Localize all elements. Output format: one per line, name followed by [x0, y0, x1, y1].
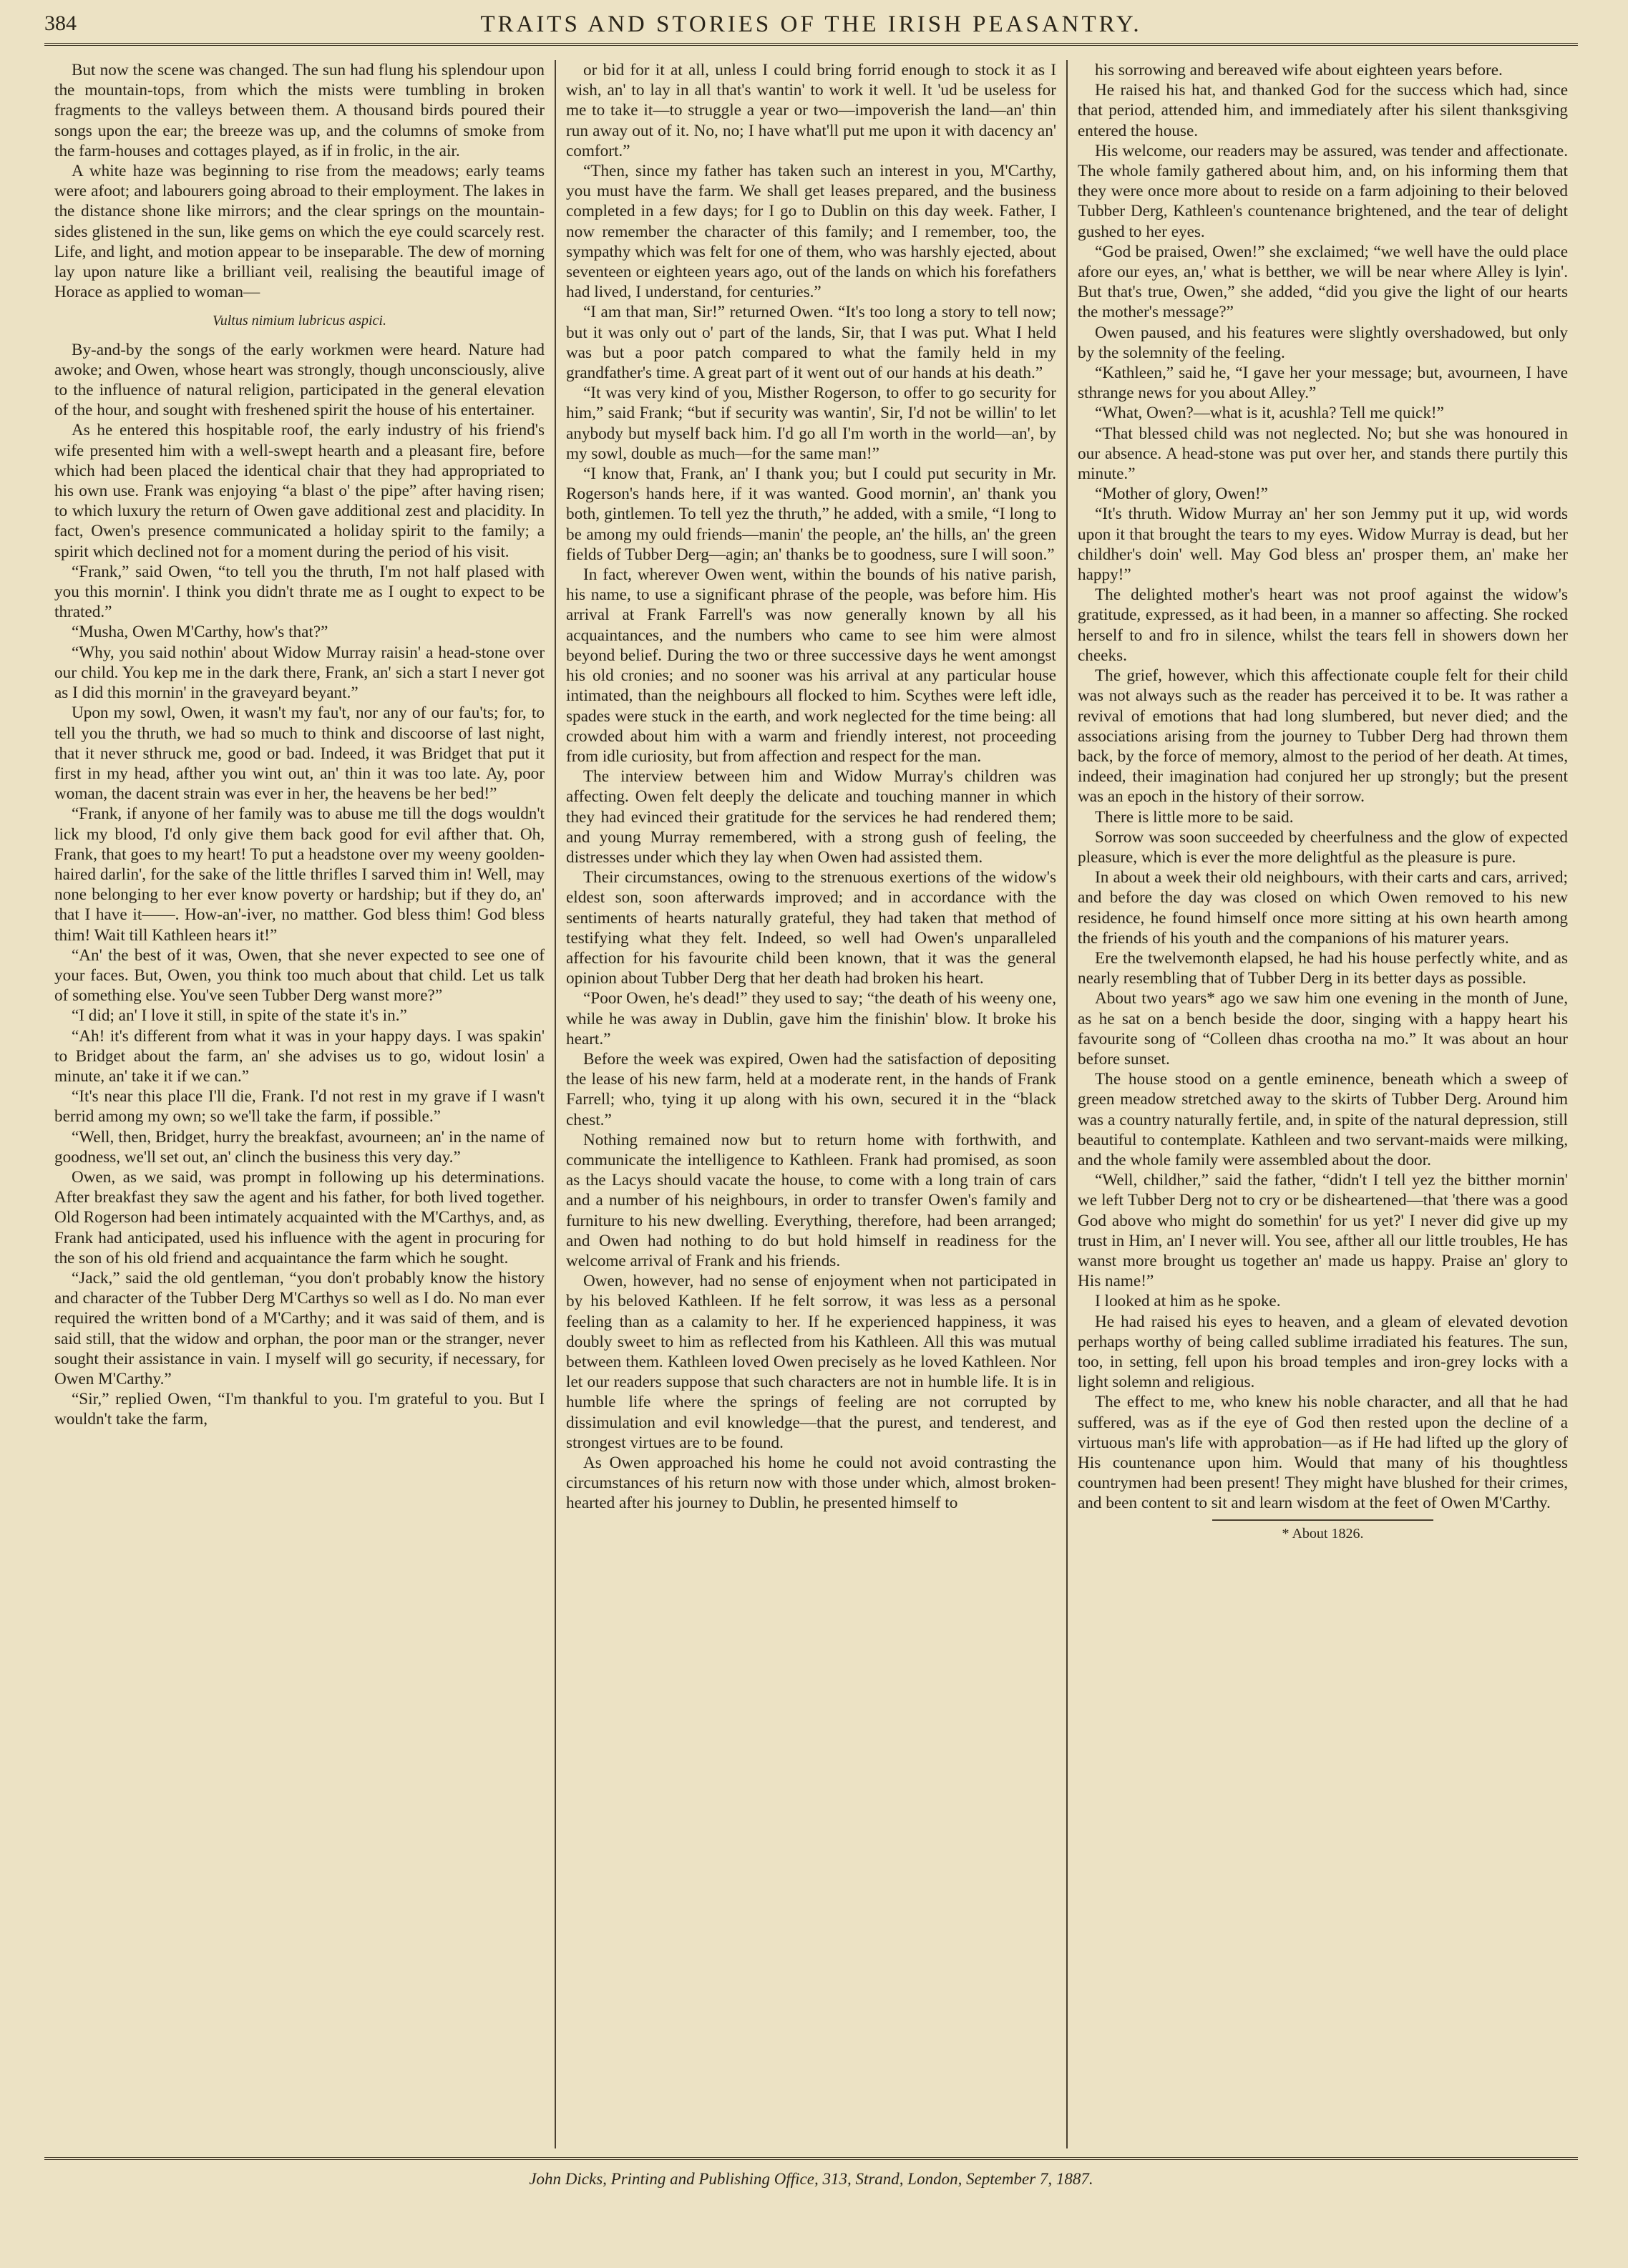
page-number: 384	[44, 11, 77, 35]
paragraph: As he entered this hospitable roof, the early industry of his friend's wife presented him with a well-swept hearth and a pleasant fire, before which had been placed the identical chair that they had appropriated to his own use. Frank was enjoying “a blast o' the pipe” after having risen; to which luxury the return of Owen gave additional zest and placidity. In fact, Owen's presence communicated a holiday spirit to the family; a spirit which declined not for a moment during the period of his visit.	[54, 421, 545, 561]
paragraph: “Kathleen,” said he, “I gave her your message; but, avourneen, I have sthrange news for you about Alley.”	[1078, 364, 1568, 403]
paragraph: By-and-by the songs of the early workmen were heard. Nature had awoke; and Owen, whose heart was strongly, though unconsciously, alive to the influence of natural religion, participated in the general elevation of the hour, and sought with freshened spirit the house of his entertainer.	[54, 340, 545, 420]
column-middle	[555, 60, 1066, 2148]
text-columns	[44, 60, 1578, 2148]
paragraph: In fact, wherever Owen went, within the bounds of his native parish, his name, to use a significant phrase of the people, was before him. His arrival at Frank Farrell's was now generally known by all his acquaintances, and the numbers who came to see him were almost beyond belief. During the two or three successive days he went amongst his old cronies; and no sooner was his arrival at any particular house intimated, than the neighbours all flocked to him. Scythes were left idle, spades were stuck in the earth, and work neglected for the time being: all crowded about him with a warm and friendly interest, not proceeding from idle curiosity, but from affection and respect for the man.	[566, 565, 1056, 766]
paragraph: The house stood on a gentle eminence, beneath which a sweep of green meadow stretched away to the skirts of Tubber Derg. Around him was a country naturally fertile, and, in spite of the natural depression, still beautiful to contemplate. Kathleen and two servant-maids were milking, and the whole family were assembled about the door.	[1078, 1070, 1568, 1169]
paragraph: “I am that man, Sir!” returned Owen. “It's too long a story to tell now; but it was only out o' part of the lands, Sir, that I was put. What I held was but a poor patch compared to what the family held in my grandfather's time. A great part of it went out of our hands at his death.”	[566, 303, 1056, 383]
paragraph: “God be praised, Owen!” she exclaimed; “we well have the ould place afore our eyes, an,' what is betther, we will be near where Alley is lyin'. But that's true, Owen,” she added, “did you give the light of our hearts the mother's message?”	[1078, 242, 1568, 322]
imprint-line: John Dicks, Printing and Publishing Office, 313, Strand, London, September 7, 1887.	[529, 2170, 1093, 2188]
paragraph: I looked at him as he spoke.	[1095, 1292, 1281, 1311]
paragraph: “I know that, Frank, an' I thank you; but I could put security in Mr. Rogerson's hands here, if it was wanted. Good mornin', an' thank you both, gintlemen. To tell yez the thruth,” he added, with a smile, “I long to be among my ould friends—manin' the people, an' the hills, an' the green fields of Tubber Derg—agin; an' thanks be to goodness, sure I will soon.”	[566, 464, 1056, 564]
paragraph: Owen, as we said, was prompt in following up his determinations. After breakfast they saw the agent and his father, for both lived together. Old Rogerson had been intimately acquainted with the M'Carthys, and, as Frank had anticipated, used his influence with the agent in procuring for the son of his old friend and acquaintance the farm which he sought.	[54, 1167, 545, 1267]
paragraph: The grief, however, which this affectionate couple felt for their child was not always such as the reader has perceived it to be. It was rather a revival of emotions that had long slumbered, but never died; and the associations arising from the journey to Tubber Derg had thrown them back, by the force of memory, almost to the period of her death. At times, indeed, their imagination had conjured her up strongly; but the present was an epoch in the history of their sorrow.	[1078, 666, 1568, 807]
paragraph: The effect to me, who knew his noble character, and all that he had suffered, was as if the eye of God then rested upon the decline of a virtuous man's life with approbation—as if He had lifted up the glory of His countenance upon him. Would that many of his thoughtless countrymen had been present! They might have blushed for their crimes, and been content to sit and learn wisdom at the feet of Owen M'Carthy.	[1078, 1393, 1568, 1513]
paragraph: He had raised his eyes to heaven, and a gleam of elevated devotion perhaps worthy of being called sublime irradiated his features. The sun, too, in setting, fell upon his broad temples and iron-grey locks with a light solemn and religious.	[1078, 1312, 1568, 1392]
paragraph: “Mother of glory, Owen!”	[1095, 485, 1268, 504]
paragraph: “Then, since my father has taken such an interest in you, M'Carthy, you must have the farm. We shall get leases prepared, and the business completed in a few days; for I go to Dublin on this day week. Father, I now remember the character of this family; and I remember, too, the sympathy which was felt for one of them, who was harshly ejected, about seventeen or eighteen years ago, out of the lands on which his forefathers had lived, I understand, for centuries.”	[566, 162, 1056, 302]
paragraph: Owen, however, had no sense of enjoyment when not participated in by his beloved Kathleen. If he felt sorrow, it was less as a personal feeling than as a calamity to her. If he experienced happiness, it was doubly sweet to him as reflected from his Kathleen. All this was mutual between them. Kathleen loved Owen precisely as he loved Kathleen. Nor let our readers suppose that such characters are not in humble life. It is in humble life where the springs of feeling are not corrupted by dissimulation and evil knowledge—that the purest, and tenderest, and strongest virtues are to be found.	[566, 1272, 1056, 1452]
paragraph: There is little more to be said.	[1095, 807, 1294, 827]
paragraph: “Well, then, Bridget, hurry the breakfast, avourneen; an' in the name of goodness, we'll set out, an' clinch the business this very day.”	[54, 1127, 545, 1167]
paragraph: “That blessed child was not neglected. No; but she was honoured in our absence. A head-stone was put over her, and stands there purtily this minute.”	[1078, 424, 1568, 484]
paragraph: “It's thruth. Widow Murray an' her son Jemmy put it up, wid words upon it that brought the tears to my eyes. Widow Murray is dead, but her childher's doin' well. May God bless an' prosper them, an' make her happy!”	[1078, 505, 1568, 585]
paragraph: Before the week was expired, Owen had the satisfaction of depositing the lease of his new farm, held at a moderate rent, in the hands of Frank Farrell; who, tying it up along with his own, secured it in the “black chest.”	[566, 1049, 1056, 1129]
paragraph: “Ah! it's different from what it was in your happy days. I was spakin' to Bridget about the farm, an' she advises us to go, widout losin' a minute, an' take it if we can.”	[54, 1026, 545, 1086]
paragraph: The interview between him and Widow Murray's children was affecting. Owen felt deeply the delicate and touching manner in which they had evinced their gratitude for the services he had rendered them; and young Murray remembered, with a strong gush of feeling, the distresses under which they lay when Owen had assisted them.	[566, 767, 1056, 867]
page-footer	[44, 2157, 1578, 2203]
paragraph: his sorrowing and bereaved wife about eighteen years before.	[1095, 61, 1503, 79]
paragraph: The delighted mother's heart was not proof against the widow's gratitude, expressed, as it had been, in a manner so affecting. She rocked herself to and fro in silence, whilst the tears fell in showers down her cheeks.	[1078, 585, 1568, 665]
paragraph: Sorrow was soon succeeded by cheerfulness and the glow of expected pleasure, which is ever the more delightful as the pleasure is pure.	[1078, 827, 1568, 867]
paragraph: “It's near this place I'll die, Frank. I'd not rest in my grave if I wasn't berrid among my own; so we'll take the farm, if possible.”	[54, 1087, 545, 1126]
paragraph: “It was very kind of you, Misther Rogerson, to offer to go security for him,” said Frank; “but if security was wantin', Sir, I'd not be willin' to let anybody but myself back him. I'd go all I'm worth in the world—an', by my sowl, double as much—for the same man!”	[566, 384, 1056, 463]
paragraph: “Frank,” said Owen, “to tell you the thruth, I'm not half plased with you this mornin'. I think you didn't thrate me as I ought to expect to be thrated.”	[54, 562, 545, 622]
page-header	[44, 7, 1578, 46]
paragraph: “Poor Owen, he's dead!” they used to say; “the death of his weeny one, while he was away in Dublin, gave him the finishin' blow. It broke his heart.”	[566, 989, 1056, 1048]
paragraph: “Why, you said nothin' about Widow Murray raisin' a head-stone over our child. You kep me in the dark there, Frank, an' sich a start I never got as I did this mornin' in the graveyard beyant.”	[54, 643, 545, 703]
paragraph: A white haze was beginning to rise from the meadows; early teams were afoot; and labourers going abroad to their employment. The lakes in the distance shone like mirrors; and the clear springs on the mountain-sides glistened in the sun, like gems on which the eye could scarcely rest. Life, and light, and motion appear to be inseparable. The dew of morning lay upon nature like a brilliant veil, realising the beautiful image of Horace as applied to woman—	[54, 162, 545, 302]
paragraph: “An' the best of it was, Owen, that she never expected to see one of your faces. But, Owen, you think too much about that child. Let us talk of something else. You've seen Tubber Derg wanst more?”	[54, 945, 545, 1006]
paragraph: “Well, childher,” said the father, “didn't I tell yez the bitther mornin' we left Tubber Derg not to cry or be disheartened—that 'there was a good God above who might do somethin' for us yet?' I never did give up my trust in Him, an' I never will. You see, afther all our little troubles, He has wanst more brought us together an' made us happy. Praise an' glory to His name!”	[1078, 1171, 1568, 1291]
paragraph: But now the scene was changed. The sun had flung his splendour upon the mountain-tops, from which the mists were tumbling in broken fragments to the valleys between them. A thousand birds poured their songs upon the ear; the breeze was up, and the columns of smoke from the farm-houses and cottages played, as if in frolic, in the air.	[54, 61, 545, 160]
footnote: * About 1826.	[1282, 1525, 1364, 1542]
paragraph: His welcome, our readers may be assured, was tender and affectionate. The whole family gathered about him, and, on his informing them that they were once more about to reside on a farm adjoining to their beloved Tubber Derg, Kathleen's countenance brightened, and the tear of delight gushed to her eyes.	[1078, 141, 1568, 241]
paragraph: “Frank, if anyone of her family was to abuse me till the dogs wouldn't lick my blood, I'd only give them back good for evil afther that. Oh, Frank, that goes to my heart! To put a headstone over my weeny goolden-haired darlin', for the sake of the little thrifles I sarved thim in! Well, may none belonging to her ever know poverty or hardship; but if they do, an' that I have it——. How-an'-iver, no matther. God bless thim! God bless thim! Wait till Kathleen hears it!”	[54, 804, 545, 945]
paragraph: “I did; an' I love it still, in spite of the state it's in.”	[72, 1006, 407, 1026]
running-title: TRAITS AND STORIES OF THE IRISH PEASANTRY.	[480, 11, 1142, 37]
paragraph: “Jack,” said the old gentleman, “you don't probably know the history and character of the Tubber Derg M'Carthys so well as I do. No man ever required the written bond of a M'Carthy; and it was said of them, and is said still, that the widow and orphan, the poor man or the stranger, never sought their assistance in vain. I myself will go security, if necessary, for Owen M'Carthy.”	[54, 1268, 545, 1388]
paragraph: Nothing remained now but to return home with forthwith, and communicate the intelligence to Kathleen. Frank had promised, as soon as the Lacys should vacate the house, to come with a long train of cars and a number of his neighbours, in order to transfer Owen's family and furniture to his new dwelling. Everything, therefore, had been arranged; and Owen had nothing to do but hold himself in readiness for the welcome arrival of Frank and his friends.	[566, 1130, 1056, 1270]
paragraph: or bid for it at all, unless I could bring forrid enough to stock it as I wish, an' to lay in all that's wantin' to work it well. It 'ud be useless for me to take it—to struggle a year or two—impoverish the land—an' thin run away out of it. No, no; I have what'll put me upon it with dacency an' comfort.”	[566, 61, 1056, 160]
footnote-rule	[1212, 1519, 1433, 1521]
paragraph: In about a week their old neighbours, with their carts and cars, arrived; and before the day was closed on which Owen removed to his new residence, he found himself once more sitting at his own hearth among the friends of his youth and the companions of his maturer years.	[1078, 868, 1568, 948]
paragraph: “Sir,” replied Owen, “I'm thankful to you. I'm grateful to you. But I wouldn't take the farm,	[54, 1390, 545, 1429]
paragraph: Upon my sowl, Owen, it wasn't my fau't, nor any of our fau'ts; for, to tell you the thruth, we had so much to think and discoorse of last night, that it never sthruck me, good or bad. Indeed, it was Bridget that put it first in my head, afther you wint out, an' thin it was too late. Ay, poor woman, the dacent strain was ever in her, the heavens be her bed!”	[54, 704, 545, 804]
column-left	[44, 60, 555, 2148]
paragraph: As Owen approached his home he could not avoid contrasting the circumstances of his return now with those under which, almost broken-hearted after his journey to Dublin, he presented himself to	[566, 1454, 1056, 1513]
paragraph: Owen paused, and his features were slightly overshadowed, but only by the solemnity of the feeling.	[1078, 323, 1568, 362]
paragraph: He raised his hat, and thanked God for the success which had, since that period, attended him, and immediately after his silent thanksgiving entered the house.	[1078, 81, 1568, 140]
paragraph: Their circumstances, owing to the strenuous exertions of the widow's eldest son, soon afterwards improved; and in accordance with the sentiments of hearts naturally grateful, they had taken that method of testifying what they felt. Indeed, so well had Owen's unparalleled affection for his favourite child been known, that it was the general opinion about Tubber Derg that her death had broken his heart.	[566, 868, 1056, 988]
paragraph: “Musha, Owen M'Carthy, how's that?”	[72, 623, 328, 642]
paragraph: Ere the twelvemonth elapsed, he had his house perfectly white, and as nearly resembling that of Tubber Derg in its better days as possible.	[1078, 948, 1568, 988]
latin-quotation: Vultus nimium lubricus aspici.	[213, 313, 386, 329]
column-right	[1066, 60, 1578, 2148]
paragraph: About two years* ago we saw him one evening in the month of June, as he sat on a bench beside the door, singing with a happy heart his favourite song of “Colleen dhas crootha na mo.” It was about an hour before sunset.	[1078, 989, 1568, 1069]
paragraph: “What, Owen?—what is it, acushla? Tell me quick!”	[1095, 404, 1444, 423]
